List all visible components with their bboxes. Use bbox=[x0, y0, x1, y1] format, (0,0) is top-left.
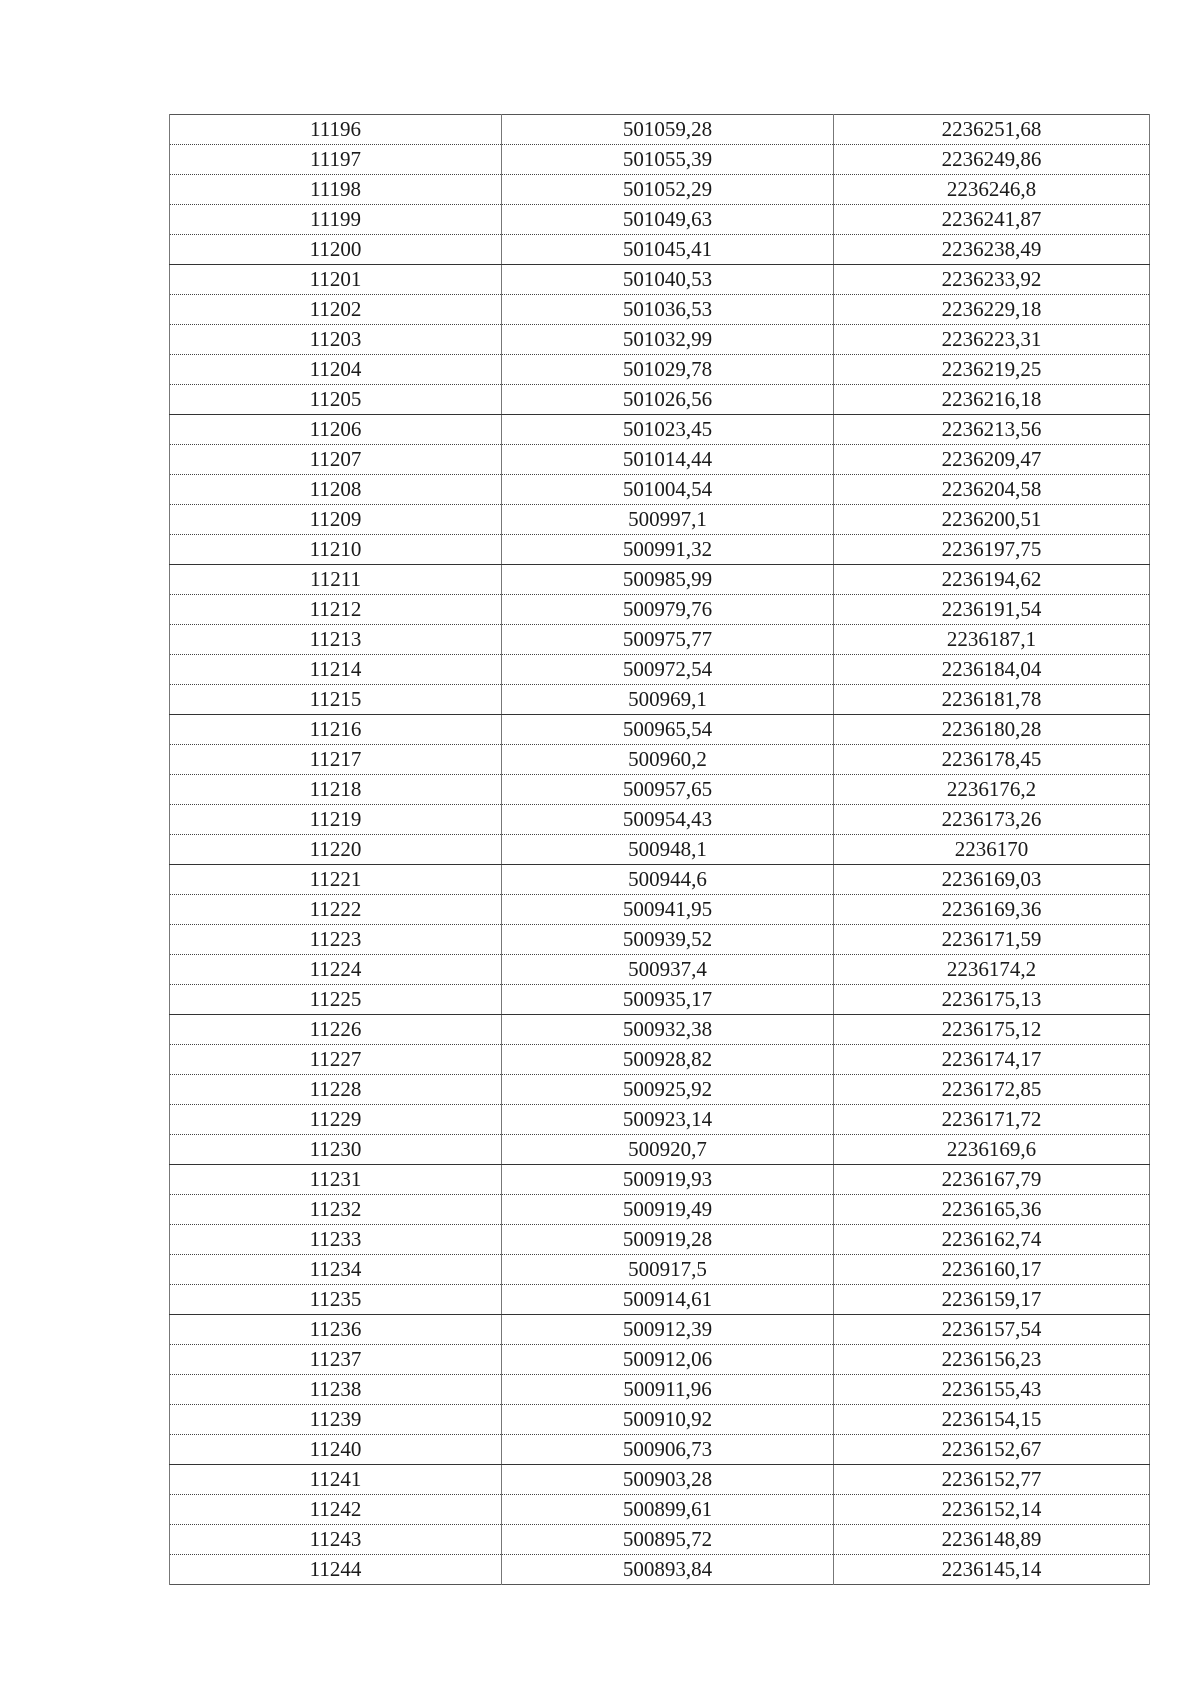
y-coordinate-cell: 2236171,72 bbox=[834, 1105, 1150, 1135]
table-row bbox=[170, 535, 1150, 565]
point-number-cell: 11198 bbox=[170, 175, 502, 205]
table-row bbox=[170, 1555, 1150, 1585]
x-coordinate-cell: 500923,14 bbox=[502, 1105, 834, 1135]
x-coordinate-cell: 501023,45 bbox=[502, 415, 834, 445]
x-coordinate-cell: 501014,44 bbox=[502, 445, 834, 475]
y-coordinate-cell: 2236216,18 bbox=[834, 385, 1150, 415]
point-number-cell: 11210 bbox=[170, 535, 502, 565]
point-number-cell: 11214 bbox=[170, 655, 502, 685]
table-row bbox=[170, 1255, 1150, 1285]
point-number-cell: 11211 bbox=[170, 565, 502, 595]
x-coordinate-cell: 501036,53 bbox=[502, 295, 834, 325]
y-coordinate-cell: 2236178,45 bbox=[834, 745, 1150, 775]
point-number-cell: 11202 bbox=[170, 295, 502, 325]
y-coordinate-cell: 2236170 bbox=[834, 835, 1150, 865]
x-coordinate-cell: 500991,32 bbox=[502, 535, 834, 565]
point-number-cell: 11239 bbox=[170, 1405, 502, 1435]
y-coordinate-cell: 2236167,79 bbox=[834, 1165, 1150, 1195]
table-row bbox=[170, 475, 1150, 505]
x-coordinate-cell: 501055,39 bbox=[502, 145, 834, 175]
x-coordinate-cell: 500925,92 bbox=[502, 1075, 834, 1105]
point-number-cell: 11228 bbox=[170, 1075, 502, 1105]
point-number-cell: 11216 bbox=[170, 715, 502, 745]
x-coordinate-cell: 501032,99 bbox=[502, 325, 834, 355]
y-coordinate-cell: 2236181,78 bbox=[834, 685, 1150, 715]
y-coordinate-cell: 2236162,74 bbox=[834, 1225, 1150, 1255]
table-row bbox=[170, 295, 1150, 325]
table-row bbox=[170, 235, 1150, 265]
y-coordinate-cell: 2236197,75 bbox=[834, 535, 1150, 565]
y-coordinate-cell: 2236187,1 bbox=[834, 625, 1150, 655]
x-coordinate-cell: 500895,72 bbox=[502, 1525, 834, 1555]
x-coordinate-cell: 500910,92 bbox=[502, 1405, 834, 1435]
y-coordinate-cell: 2236157,54 bbox=[834, 1315, 1150, 1345]
y-coordinate-cell: 2236223,31 bbox=[834, 325, 1150, 355]
table-row bbox=[170, 625, 1150, 655]
table-row bbox=[170, 1075, 1150, 1105]
table-row bbox=[170, 1135, 1150, 1165]
x-coordinate-cell: 500954,43 bbox=[502, 805, 834, 835]
y-coordinate-cell: 2236171,59 bbox=[834, 925, 1150, 955]
point-number-cell: 11206 bbox=[170, 415, 502, 445]
table-row bbox=[170, 595, 1150, 625]
table-row bbox=[170, 1105, 1150, 1135]
x-coordinate-cell: 500914,61 bbox=[502, 1285, 834, 1315]
y-coordinate-cell: 2236238,49 bbox=[834, 235, 1150, 265]
x-coordinate-cell: 500944,6 bbox=[502, 865, 834, 895]
point-number-cell: 11234 bbox=[170, 1255, 502, 1285]
point-number-cell: 11230 bbox=[170, 1135, 502, 1165]
y-coordinate-cell: 2236184,04 bbox=[834, 655, 1150, 685]
x-coordinate-cell: 500969,1 bbox=[502, 685, 834, 715]
table-row bbox=[170, 775, 1150, 805]
point-number-cell: 11200 bbox=[170, 235, 502, 265]
table-row bbox=[170, 1375, 1150, 1405]
y-coordinate-cell: 2236152,67 bbox=[834, 1435, 1150, 1465]
point-number-cell: 11201 bbox=[170, 265, 502, 295]
table-row bbox=[170, 1195, 1150, 1225]
y-coordinate-cell: 2236175,12 bbox=[834, 1015, 1150, 1045]
table-row bbox=[170, 1165, 1150, 1195]
point-number-cell: 11237 bbox=[170, 1345, 502, 1375]
point-number-cell: 11235 bbox=[170, 1285, 502, 1315]
coordinates-table bbox=[169, 114, 1150, 1585]
x-coordinate-cell: 501026,56 bbox=[502, 385, 834, 415]
point-number-cell: 11213 bbox=[170, 625, 502, 655]
y-coordinate-cell: 2236152,14 bbox=[834, 1495, 1150, 1525]
point-number-cell: 11232 bbox=[170, 1195, 502, 1225]
x-coordinate-cell: 500912,06 bbox=[502, 1345, 834, 1375]
point-number-cell: 11208 bbox=[170, 475, 502, 505]
table-row bbox=[170, 1225, 1150, 1255]
y-coordinate-cell: 2236249,86 bbox=[834, 145, 1150, 175]
y-coordinate-cell: 2236169,6 bbox=[834, 1135, 1150, 1165]
table-row bbox=[170, 415, 1150, 445]
point-number-cell: 11219 bbox=[170, 805, 502, 835]
y-coordinate-cell: 2236176,2 bbox=[834, 775, 1150, 805]
point-number-cell: 11240 bbox=[170, 1435, 502, 1465]
point-number-cell: 11242 bbox=[170, 1495, 502, 1525]
x-coordinate-cell: 500932,38 bbox=[502, 1015, 834, 1045]
y-coordinate-cell: 2236169,36 bbox=[834, 895, 1150, 925]
x-coordinate-cell: 500985,99 bbox=[502, 565, 834, 595]
y-coordinate-cell: 2236204,58 bbox=[834, 475, 1150, 505]
y-coordinate-cell: 2236219,25 bbox=[834, 355, 1150, 385]
table-row bbox=[170, 955, 1150, 985]
y-coordinate-cell: 2236156,23 bbox=[834, 1345, 1150, 1375]
table-row bbox=[170, 835, 1150, 865]
table-row bbox=[170, 1465, 1150, 1495]
y-coordinate-cell: 2236152,77 bbox=[834, 1465, 1150, 1495]
point-number-cell: 11199 bbox=[170, 205, 502, 235]
table-row bbox=[170, 865, 1150, 895]
y-coordinate-cell: 2236180,28 bbox=[834, 715, 1150, 745]
point-number-cell: 11221 bbox=[170, 865, 502, 895]
x-coordinate-cell: 500975,77 bbox=[502, 625, 834, 655]
point-number-cell: 11215 bbox=[170, 685, 502, 715]
x-coordinate-cell: 500928,82 bbox=[502, 1045, 834, 1075]
table-row bbox=[170, 115, 1150, 145]
point-number-cell: 11229 bbox=[170, 1105, 502, 1135]
x-coordinate-cell: 500919,28 bbox=[502, 1225, 834, 1255]
x-coordinate-cell: 500919,93 bbox=[502, 1165, 834, 1195]
table-row bbox=[170, 805, 1150, 835]
x-coordinate-cell: 500919,49 bbox=[502, 1195, 834, 1225]
y-coordinate-cell: 2236155,43 bbox=[834, 1375, 1150, 1405]
x-coordinate-cell: 500893,84 bbox=[502, 1555, 834, 1585]
point-number-cell: 11197 bbox=[170, 145, 502, 175]
point-number-cell: 11207 bbox=[170, 445, 502, 475]
x-coordinate-cell: 500912,39 bbox=[502, 1315, 834, 1345]
table-row bbox=[170, 145, 1150, 175]
y-coordinate-cell: 2236148,89 bbox=[834, 1525, 1150, 1555]
table-row bbox=[170, 655, 1150, 685]
table-row bbox=[170, 1435, 1150, 1465]
table-row bbox=[170, 715, 1150, 745]
y-coordinate-cell: 2236169,03 bbox=[834, 865, 1150, 895]
y-coordinate-cell: 2236165,36 bbox=[834, 1195, 1150, 1225]
table-row bbox=[170, 745, 1150, 775]
table-row bbox=[170, 1285, 1150, 1315]
x-coordinate-cell: 500917,5 bbox=[502, 1255, 834, 1285]
y-coordinate-cell: 2236251,68 bbox=[834, 115, 1150, 145]
table-row bbox=[170, 685, 1150, 715]
point-number-cell: 11209 bbox=[170, 505, 502, 535]
table-row bbox=[170, 1315, 1150, 1345]
y-coordinate-cell: 2236233,92 bbox=[834, 265, 1150, 295]
y-coordinate-cell: 2236174,2 bbox=[834, 955, 1150, 985]
table-row bbox=[170, 1345, 1150, 1375]
table-row bbox=[170, 925, 1150, 955]
x-coordinate-cell: 500957,65 bbox=[502, 775, 834, 805]
y-coordinate-cell: 2236246,8 bbox=[834, 175, 1150, 205]
y-coordinate-cell: 2236159,17 bbox=[834, 1285, 1150, 1315]
y-coordinate-cell: 2236194,62 bbox=[834, 565, 1150, 595]
y-coordinate-cell: 2236200,51 bbox=[834, 505, 1150, 535]
table-row bbox=[170, 355, 1150, 385]
table-row bbox=[170, 265, 1150, 295]
point-number-cell: 11205 bbox=[170, 385, 502, 415]
point-number-cell: 11224 bbox=[170, 955, 502, 985]
x-coordinate-cell: 500939,52 bbox=[502, 925, 834, 955]
table-row bbox=[170, 895, 1150, 925]
x-coordinate-cell: 501040,53 bbox=[502, 265, 834, 295]
table-row bbox=[170, 1045, 1150, 1075]
table-row bbox=[170, 385, 1150, 415]
coordinates-table-body bbox=[170, 115, 1150, 1585]
point-number-cell: 11203 bbox=[170, 325, 502, 355]
point-number-cell: 11227 bbox=[170, 1045, 502, 1075]
point-number-cell: 11196 bbox=[170, 115, 502, 145]
x-coordinate-cell: 500899,61 bbox=[502, 1495, 834, 1525]
x-coordinate-cell: 501029,78 bbox=[502, 355, 834, 385]
point-number-cell: 11244 bbox=[170, 1555, 502, 1585]
x-coordinate-cell: 500972,54 bbox=[502, 655, 834, 685]
x-coordinate-cell: 500937,4 bbox=[502, 955, 834, 985]
x-coordinate-cell: 500941,95 bbox=[502, 895, 834, 925]
x-coordinate-cell: 501052,29 bbox=[502, 175, 834, 205]
table-row bbox=[170, 205, 1150, 235]
x-coordinate-cell: 501049,63 bbox=[502, 205, 834, 235]
table-row bbox=[170, 445, 1150, 475]
x-coordinate-cell: 500911,96 bbox=[502, 1375, 834, 1405]
point-number-cell: 11204 bbox=[170, 355, 502, 385]
table-row bbox=[170, 1405, 1150, 1435]
point-number-cell: 11220 bbox=[170, 835, 502, 865]
table-row bbox=[170, 1015, 1150, 1045]
point-number-cell: 11218 bbox=[170, 775, 502, 805]
table-row bbox=[170, 565, 1150, 595]
point-number-cell: 11225 bbox=[170, 985, 502, 1015]
point-number-cell: 11223 bbox=[170, 925, 502, 955]
y-coordinate-cell: 2236175,13 bbox=[834, 985, 1150, 1015]
point-number-cell: 11217 bbox=[170, 745, 502, 775]
y-coordinate-cell: 2236209,47 bbox=[834, 445, 1150, 475]
x-coordinate-cell: 500997,1 bbox=[502, 505, 834, 535]
y-coordinate-cell: 2236213,56 bbox=[834, 415, 1150, 445]
point-number-cell: 11231 bbox=[170, 1165, 502, 1195]
x-coordinate-cell: 501045,41 bbox=[502, 235, 834, 265]
point-number-cell: 11222 bbox=[170, 895, 502, 925]
y-coordinate-cell: 2236154,15 bbox=[834, 1405, 1150, 1435]
y-coordinate-cell: 2236191,54 bbox=[834, 595, 1150, 625]
table-row bbox=[170, 505, 1150, 535]
x-coordinate-cell: 501004,54 bbox=[502, 475, 834, 505]
y-coordinate-cell: 2236229,18 bbox=[834, 295, 1150, 325]
x-coordinate-cell: 500979,76 bbox=[502, 595, 834, 625]
point-number-cell: 11236 bbox=[170, 1315, 502, 1345]
table-row bbox=[170, 1495, 1150, 1525]
x-coordinate-cell: 500920,7 bbox=[502, 1135, 834, 1165]
y-coordinate-cell: 2236172,85 bbox=[834, 1075, 1150, 1105]
x-coordinate-cell: 500903,28 bbox=[502, 1465, 834, 1495]
x-coordinate-cell: 501059,28 bbox=[502, 115, 834, 145]
x-coordinate-cell: 500948,1 bbox=[502, 835, 834, 865]
table-row bbox=[170, 325, 1150, 355]
x-coordinate-cell: 500960,2 bbox=[502, 745, 834, 775]
table-row bbox=[170, 175, 1150, 205]
x-coordinate-cell: 500965,54 bbox=[502, 715, 834, 745]
x-coordinate-cell: 500906,73 bbox=[502, 1435, 834, 1465]
point-number-cell: 11212 bbox=[170, 595, 502, 625]
y-coordinate-cell: 2236173,26 bbox=[834, 805, 1150, 835]
x-coordinate-cell: 500935,17 bbox=[502, 985, 834, 1015]
table-row bbox=[170, 1525, 1150, 1555]
point-number-cell: 11238 bbox=[170, 1375, 502, 1405]
y-coordinate-cell: 2236174,17 bbox=[834, 1045, 1150, 1075]
point-number-cell: 11243 bbox=[170, 1525, 502, 1555]
point-number-cell: 11241 bbox=[170, 1465, 502, 1495]
y-coordinate-cell: 2236160,17 bbox=[834, 1255, 1150, 1285]
y-coordinate-cell: 2236241,87 bbox=[834, 205, 1150, 235]
point-number-cell: 11226 bbox=[170, 1015, 502, 1045]
point-number-cell: 11233 bbox=[170, 1225, 502, 1255]
table-row bbox=[170, 985, 1150, 1015]
y-coordinate-cell: 2236145,14 bbox=[834, 1555, 1150, 1585]
